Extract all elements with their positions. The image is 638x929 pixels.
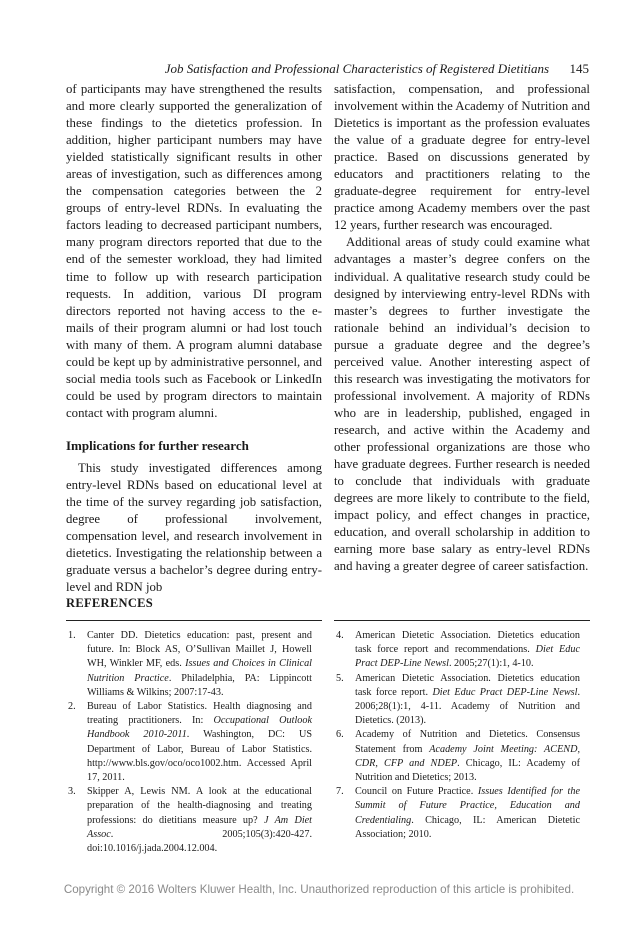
running-title: Job Satisfaction and Professional Characteristics of Registered Dietitians: [164, 61, 549, 76]
reference-source: Academy Joint Meeting: ACEND, CDR, CFP and NDEP: [355, 743, 580, 769]
body-paragraph: Additional areas of study could examine what advantages a master’s degree confers on the individual. A qualitative research study could be designed by interviewing entry-level RDNs with master’s degrees to further investigate the rationale behind an individual’s decision to pursue a graduate degree and the degree’s perceived value. Another interesting aspect of this research was investigating the motivators for professional involvement. A majority of RDNs who are in leadership, published, engaged in research, and active within the Academy and other professional organizations are those who have graduate degrees. Further research is needed to conclude that individuals with graduate degrees are more likely to contribute to the field, impact policy, and effect changes in practice, education, and overall scholarship in addition to earning more base salary as entry-level RDNs and having a greater degree of career satisfaction.: [334, 235, 590, 574]
reference-text: Council on Future Practice.: [355, 786, 478, 798]
reference-number: 2.: [68, 701, 76, 713]
reference-item: [334, 728, 580, 785]
reference-text: . 2005;27(1):1, 4-10.: [448, 658, 534, 670]
body-paragraph: This study investigated differences among entry-level RDNs based on educational level at the time of the survey regarding job satisfaction, degree of professional involvement, compensation level, and research involvement in dietetics. Investigating the relationship between a graduate versus a bachelor’s degree during entry-level and RDN job: [66, 460, 322, 595]
reference-source: Issues Identified for the Summit of Future Practice, Education and Credentialing: [355, 786, 580, 826]
body-paragraph: of participants may have strengthened the results and more clearly supported the generalization of these findings to the dietetics profession. In addition, higher participant numbers may have yielded statistically significant results in other areas of investigation, such as differences among the compensation categories between the 2 groups of entry-level RDNs. In evaluating the factors leading to decreased participant numbers, many program directors reported that due to the end of the semester workload, they had limited time to follow up with research participation requests. In addition, various DI program directors reported not having access to the e-mails of their program alumni or had lost touch with many of them. A program alumni database could be kept up by administrative personnel, and social media tools such as Facebook or LinkedIn could be used by program directors to maintain contact with program alumni.: [66, 82, 322, 420]
running-head: [66, 61, 589, 79]
reference-text: American Dietetic Association. Dietetics education task force report.: [355, 672, 580, 698]
reference-source: J Am Diet Assoc: [87, 814, 312, 840]
reference-list-left: [66, 629, 312, 856]
reference-number: 5.: [336, 672, 344, 684]
reference-number: 4.: [336, 630, 344, 641]
right-column: [334, 81, 590, 575]
copyright-notice: Copyright © 2016 Wolters Kluwer Health, Inc. Unauthorized reproduction of this article is prohibited.: [63, 883, 575, 896]
section-heading: Implications for further research: [66, 437, 249, 453]
divider: [334, 620, 590, 621]
reference-text: American Dietetic Association. Dietetics education task force report and recommendations.: [355, 630, 580, 656]
reference-item: [334, 629, 580, 672]
reference-number: 3.: [68, 786, 76, 798]
reference-item: [66, 629, 312, 700]
reference-text: . 2005;105(3):420-427. doi:10.1016/j.jada.2004.12.004.: [87, 828, 312, 855]
references-heading: REFERENCES: [66, 596, 154, 610]
reference-text: Canter DD. Dietetics education: past, present and future. In: Block AS, O’Sullivan Maillet J, Howell WH, Winkler MF, eds.: [87, 630, 312, 670]
reference-source: Issues and Choices in Clinical Nutrition Practice: [87, 658, 312, 684]
reference-item: [66, 700, 312, 785]
page-number: 145: [569, 61, 589, 76]
reference-text: Skipper A, Lewis NM. A look at the educational preparation of the health-diagnosing and treating professions: do dietitians measure up?: [87, 786, 312, 826]
left-column: [66, 81, 322, 596]
divider: [66, 620, 322, 621]
reference-number: 7.: [336, 786, 344, 798]
reference-list-right: [334, 629, 580, 842]
reference-text: . Washington, DC: US Department of Labor, Bureau of Labor Statistics. http://www.bls.gov/oco/oco1002.htm. Accessed April 17, 2011.: [87, 729, 312, 784]
reference-text: . Philadelphia, PA: Lippincott Williams & Wilkins; 2007:17-43.: [87, 672, 312, 698]
reference-source: Diet Educ Pract DEP-Line Newsl: [432, 686, 578, 698]
reference-item: [66, 785, 312, 856]
reference-text: . 2006;28(1):1, 4-11. Academy of Nutrition and Dietetics. (2013).: [355, 686, 580, 727]
reference-source: Occupational Outlook Handbook 2010-2011: [87, 715, 312, 741]
reference-text: Bureau of Labor Statistics. Health diagnosing and treating practitioners. In:: [87, 701, 312, 727]
reference-source: Diet Educ Pract DEP-Line Newsl: [355, 644, 580, 670]
body-paragraph: satisfaction, compensation, and professional involvement within the Academy of Nutrition and Dietetics is important as the profession evaluates the value of a graduate degree for entry-level practice. Based on discussions generated by educators and practitioners relating to the graduate-degree requirement for entry-level practice among Academy members over the past 12 years, further research was encouraged.: [334, 82, 590, 233]
reference-number: 1.: [68, 630, 76, 641]
reference-item: [334, 672, 580, 729]
reference-number: 6.: [336, 729, 344, 741]
reference-text: . Chicago, IL: Academy of Nutrition and Dietetics; 2013.: [355, 757, 580, 784]
reference-text: . Chicago, IL: American Dietetic Association; 2010.: [355, 814, 580, 840]
reference-text: Academy of Nutrition and Dietetics. Consensus Statement from: [355, 729, 580, 755]
reference-item: [334, 785, 580, 842]
